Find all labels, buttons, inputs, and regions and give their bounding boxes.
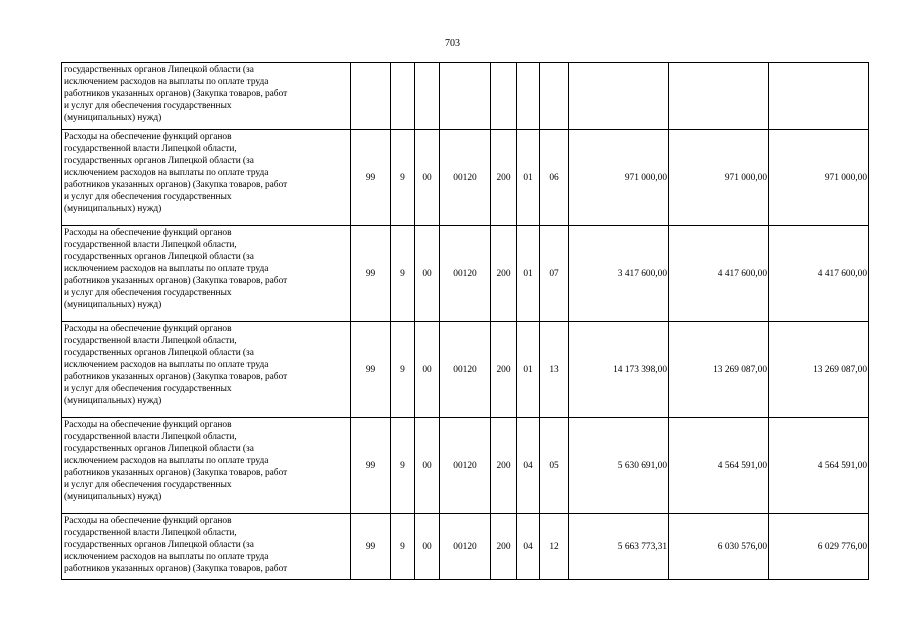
direction-code: 00120 xyxy=(440,322,491,418)
subsection-code: 05 xyxy=(540,418,569,514)
section-code: 01 xyxy=(517,226,540,322)
description-line: государственных органов Липецкой области (за xyxy=(64,65,254,75)
description-line: работников указанных органов) (Закупка товаров, работ xyxy=(64,372,288,382)
description-line: и услуг для обеспечения государственных xyxy=(64,192,232,202)
description-line: работников указанных органов) (Закупка товаров, работ xyxy=(64,276,288,286)
main-event-code: 00 xyxy=(415,130,440,226)
amount-year-3 xyxy=(769,63,869,130)
direction-code xyxy=(440,63,491,130)
description-line: Расходы на обеспечение функций органов xyxy=(64,516,232,526)
amount-year-2: 13 269 087,00 xyxy=(669,322,769,418)
amount-year-3: 4 417 600,00 xyxy=(769,226,869,322)
description-line: исключением расходов на выплаты по оплате труда xyxy=(64,168,269,178)
description-line: Расходы на обеспечение функций органов xyxy=(64,420,232,430)
amount-year-3: 6 029 776,00 xyxy=(769,514,869,580)
description-line: (муниципальных) нужд) xyxy=(64,492,162,502)
description-line: (муниципальных) нужд) xyxy=(64,113,162,123)
row-description xyxy=(62,322,351,418)
amount-year-1: 3 417 600,00 xyxy=(569,226,669,322)
description-line: государственных органов Липецкой области (за xyxy=(64,540,254,550)
description-line: исключением расходов на выплаты по оплате труда xyxy=(64,456,269,466)
section-code xyxy=(517,63,540,130)
amount-year-1: 971 000,00 xyxy=(569,130,669,226)
program-code: 99 xyxy=(351,130,391,226)
expense-type-code: 200 xyxy=(491,418,517,514)
budget-table xyxy=(61,62,869,580)
description-line: государственной власти Липецкой области, xyxy=(64,432,237,442)
direction-code: 00120 xyxy=(440,130,491,226)
description-line: государственных органов Липецкой области (за xyxy=(64,348,254,358)
amount-year-1: 5 663 773,31 xyxy=(569,514,669,580)
table-row xyxy=(62,63,869,130)
description-line: и услуг для обеспечения государственных xyxy=(64,480,232,490)
description-line: (муниципальных) нужд) xyxy=(64,396,162,406)
subprogram-code: 9 xyxy=(391,322,415,418)
amount-year-3: 13 269 087,00 xyxy=(769,322,869,418)
amount-year-3: 4 564 591,00 xyxy=(769,418,869,514)
program-code: 99 xyxy=(351,226,391,322)
description-line: (муниципальных) нужд) xyxy=(64,300,162,310)
subsection-code: 13 xyxy=(540,322,569,418)
section-code: 04 xyxy=(517,418,540,514)
description-line: исключением расходов на выплаты по оплате труда xyxy=(64,77,269,87)
description-line: Расходы на обеспечение функций органов xyxy=(64,228,232,238)
amount-year-2: 4 417 600,00 xyxy=(669,226,769,322)
section-code: 01 xyxy=(517,130,540,226)
program-code: 99 xyxy=(351,322,391,418)
description-line: и услуг для обеспечения государственных xyxy=(64,384,232,394)
program-code: 99 xyxy=(351,514,391,580)
description-line: государственных органов Липецкой области (за xyxy=(64,444,254,454)
main-event-code xyxy=(415,63,440,130)
table-body xyxy=(62,63,869,580)
page-number: 703 xyxy=(445,38,460,49)
subprogram-code: 9 xyxy=(391,418,415,514)
description-line: государственной власти Липецкой области, xyxy=(64,528,237,538)
expense-type-code: 200 xyxy=(491,130,517,226)
table-row xyxy=(62,130,869,226)
amount-year-1 xyxy=(569,63,669,130)
amount-year-2 xyxy=(669,63,769,130)
subsection-code xyxy=(540,63,569,130)
direction-code: 00120 xyxy=(440,514,491,580)
expense-type-code: 200 xyxy=(491,514,517,580)
description-line: государственных органов Липецкой области (за xyxy=(64,156,254,166)
description-line: и услуг для обеспечения государственных xyxy=(64,101,232,111)
subsection-code: 07 xyxy=(540,226,569,322)
description-line: Расходы на обеспечение функций органов xyxy=(64,324,232,334)
description-line: государственной власти Липецкой области, xyxy=(64,144,237,154)
section-code: 01 xyxy=(517,322,540,418)
amount-year-2: 971 000,00 xyxy=(669,130,769,226)
section-code: 04 xyxy=(517,514,540,580)
description-line: работников указанных органов) (Закупка товаров, работ xyxy=(64,468,288,478)
subprogram-code xyxy=(391,63,415,130)
table-row xyxy=(62,226,869,322)
table-row xyxy=(62,322,869,418)
expense-type-code: 200 xyxy=(491,322,517,418)
expense-type-code: 200 xyxy=(491,226,517,322)
table-row xyxy=(62,514,869,580)
description-line: работников указанных органов) (Закупка товаров, работ xyxy=(64,89,288,99)
expense-type-code xyxy=(491,63,517,130)
description-line: Расходы на обеспечение функций органов xyxy=(64,132,232,142)
subsection-code: 06 xyxy=(540,130,569,226)
amount-year-2: 4 564 591,00 xyxy=(669,418,769,514)
description-line: государственной власти Липецкой области, xyxy=(64,336,237,346)
description-line: исключением расходов на выплаты по оплате труда xyxy=(64,360,269,370)
row-description xyxy=(62,63,351,130)
main-event-code: 00 xyxy=(415,322,440,418)
description-line: работников указанных органов) (Закупка товаров, работ xyxy=(64,180,288,190)
main-event-code: 00 xyxy=(415,418,440,514)
row-description xyxy=(62,226,351,322)
description-line: исключением расходов на выплаты по оплате труда xyxy=(64,552,269,562)
description-line: государственных органов Липецкой области (за xyxy=(64,252,254,262)
table-row xyxy=(62,418,869,514)
description-line: работников указанных органов) (Закупка товаров, работ xyxy=(64,564,288,574)
main-event-code: 00 xyxy=(415,514,440,580)
amount-year-1: 14 173 398,00 xyxy=(569,322,669,418)
main-event-code: 00 xyxy=(415,226,440,322)
row-description xyxy=(62,130,351,226)
description-line: исключением расходов на выплаты по оплате труда xyxy=(64,264,269,274)
description-line: и услуг для обеспечения государственных xyxy=(64,288,232,298)
direction-code: 00120 xyxy=(440,418,491,514)
description-line: государственной власти Липецкой области, xyxy=(64,240,237,250)
row-description xyxy=(62,418,351,514)
amount-year-1: 5 630 691,00 xyxy=(569,418,669,514)
row-description xyxy=(62,514,351,580)
subprogram-code: 9 xyxy=(391,226,415,322)
program-code xyxy=(351,63,391,130)
subprogram-code: 9 xyxy=(391,130,415,226)
amount-year-3: 971 000,00 xyxy=(769,130,869,226)
program-code: 99 xyxy=(351,418,391,514)
subsection-code: 12 xyxy=(540,514,569,580)
description-line: (муниципальных) нужд) xyxy=(64,204,162,214)
subprogram-code: 9 xyxy=(391,514,415,580)
direction-code: 00120 xyxy=(440,226,491,322)
amount-year-2: 6 030 576,00 xyxy=(669,514,769,580)
